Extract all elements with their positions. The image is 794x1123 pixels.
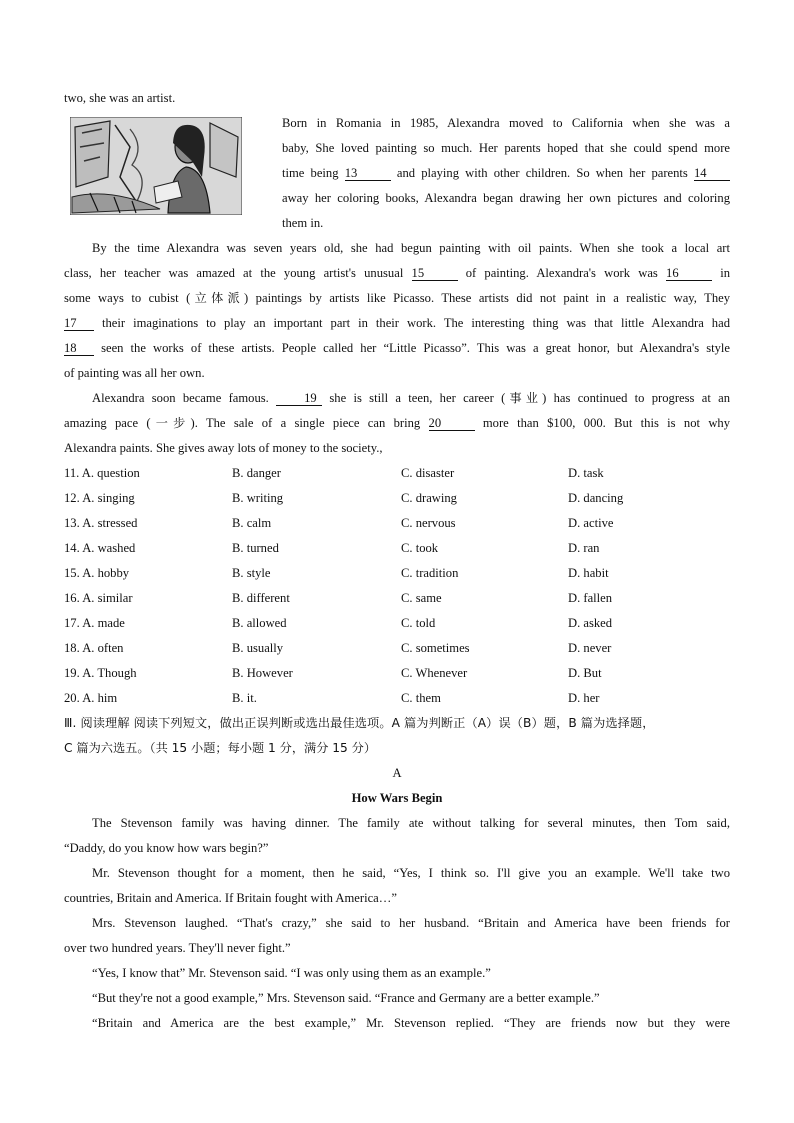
option-row <box>64 536 730 561</box>
p2-line-b: class, her teacher was amazed at the young artist's unusual 15 of painting. Alexandra's work was 16 in <box>64 266 730 280</box>
blank-14[interactable]: 14 <box>694 166 730 181</box>
section-3-heading: Ⅲ. 阅读理解 阅读下列短文，做出正误判断或选出最佳选项。A 篇为判断正（A）误（B）题，B 篇为选择题， <box>64 716 655 730</box>
worksheet-page <box>64 86 730 1036</box>
option-choice[interactable]: C. them <box>401 691 441 705</box>
option-choice[interactable]: D. fallen <box>568 591 613 605</box>
section-3-subheading: C 篇为六选五。（共 15 小题；每小题 1 分，满分 15 分） <box>64 741 377 755</box>
p2-line-d: 17 their imaginations to play an important part in their work. The interesting thing was that little Alexandra had <box>64 316 730 330</box>
reading-a-p1: The Stevenson family was having dinner. The family ate without talking for several minutes, then Tom said, <box>92 816 730 830</box>
reading-a-label: A <box>392 766 402 780</box>
option-row <box>64 661 730 686</box>
option-choice[interactable]: B. style <box>232 566 271 580</box>
blank-16[interactable]: 16 <box>666 266 712 281</box>
reading-a-p2b: countries, Britain and America. If Britain fought with America…” <box>64 891 397 905</box>
p1-line-c: time being 13 and playing with other children. So when her parents 14 <box>282 161 730 186</box>
p3-line-b: amazing pace (一步). The sale of a single piece can bring 20 more than $100, 000. But this is not why <box>64 416 730 430</box>
option-choice[interactable]: 12. A. singing <box>64 491 135 505</box>
option-choice[interactable]: D. ran <box>568 541 600 555</box>
blank-19[interactable]: 19 <box>276 391 322 406</box>
option-choice[interactable]: 16. A. similar <box>64 591 133 605</box>
option-choice[interactable]: B. allowed <box>232 616 287 630</box>
p1-line-b: baby, She loved painting so much. Her parents hoped that she could spend more <box>282 141 730 155</box>
option-row <box>64 611 730 636</box>
option-row <box>64 686 730 711</box>
blank-20[interactable]: 20 <box>429 416 475 431</box>
reading-a-p1b: “Daddy, do you know how wars begin?” <box>64 841 269 855</box>
option-choice[interactable]: D. never <box>568 641 612 655</box>
reading-a-title: How Wars Begin <box>351 791 443 805</box>
option-choice[interactable]: B. calm <box>232 516 272 530</box>
answer-options <box>64 461 730 711</box>
option-choice[interactable]: D. task <box>568 466 604 480</box>
option-choice[interactable]: C. took <box>401 541 439 555</box>
option-choice[interactable]: D. her <box>568 691 600 705</box>
option-choice[interactable]: 13. A. stressed <box>64 516 138 530</box>
option-choice[interactable]: 11. A. question <box>64 466 140 480</box>
blank-15[interactable]: 15 <box>412 266 458 281</box>
option-choice[interactable]: 20. A. him <box>64 691 118 705</box>
reading-a-p6: “Britain and America are the best example,” Mr. Stevenson replied. “They are friends now but they were <box>92 1016 730 1030</box>
option-choice[interactable]: C. disaster <box>401 466 455 480</box>
reading-a-p3: Mrs. Stevenson laughed. “That's crazy,” she said to her husband. “Britain and America have been friends for <box>92 916 730 930</box>
girl-painting-photo <box>70 117 242 215</box>
option-choice[interactable]: C. same <box>401 591 442 605</box>
paragraph-3 <box>64 386 730 461</box>
blank-17[interactable]: 17 <box>64 316 94 331</box>
option-row <box>64 511 730 536</box>
option-choice[interactable]: B. turned <box>232 541 279 555</box>
option-choice[interactable]: D. But <box>568 666 602 680</box>
option-choice[interactable]: B. different <box>232 591 290 605</box>
reading-a-p2: Mr. Stevenson thought for a moment, then he said, “Yes, I think so. I'll give you an example. We'll take two <box>92 866 730 880</box>
option-row <box>64 561 730 586</box>
p3-line-a: Alexandra soon became famous. 19 she is still a teen, her career (事业) has continued to progress at an <box>92 391 730 405</box>
p1-line-d: away her coloring books, Alexandra began drawing her own pictures and coloring <box>282 191 730 205</box>
p3-line-c: Alexandra paints. She gives away lots of money to the society., <box>64 441 383 455</box>
option-choice[interactable]: B. writing <box>232 491 284 505</box>
option-choice[interactable]: C. drawing <box>401 491 457 505</box>
option-choice[interactable]: 18. A. often <box>64 641 124 655</box>
p2-line-a: By the time Alexandra was seven years old, she had begun painting with oil paints. When she took a local art <box>92 241 730 255</box>
passage-top-line: two, she was an artist. <box>64 91 176 105</box>
p1-line-e: them in. <box>282 216 324 230</box>
reading-a-p5: “But they're not a good example,” Mrs. Stevenson said. “France and Germany are a better example.” <box>92 991 600 1005</box>
option-choice[interactable]: 17. A. made <box>64 616 125 630</box>
p1-line-a: Born in Romania in 1985, Alexandra moved to California when she was a <box>282 116 730 130</box>
option-choice[interactable]: B. it. <box>232 691 257 705</box>
option-row <box>64 486 730 511</box>
option-row <box>64 636 730 661</box>
p2-line-f: of painting was all her own. <box>64 366 205 380</box>
option-choice[interactable]: C. nervous <box>401 516 456 530</box>
option-choice[interactable]: 14. A. washed <box>64 541 136 555</box>
option-choice[interactable]: B. danger <box>232 466 281 480</box>
option-choice[interactable]: D. dancing <box>568 491 624 505</box>
option-choice[interactable]: D. asked <box>568 616 613 630</box>
option-choice[interactable]: D. habit <box>568 566 609 580</box>
paragraph-1 <box>64 111 730 236</box>
blank-13[interactable]: 13 <box>345 166 391 181</box>
option-choice[interactable]: C. sometimes <box>401 641 470 655</box>
p2-line-e: 18 seen the works of these artists. People called her “Little Picasso”. This was a great honor, but Alexandra's style <box>64 341 730 355</box>
option-choice[interactable]: C. Whenever <box>401 666 468 680</box>
option-choice[interactable]: C. tradition <box>401 566 459 580</box>
option-choice[interactable]: B. usually <box>232 641 284 655</box>
reading-a-p4: “Yes, I know that” Mr. Stevenson said. “I was only using them as an example.” <box>92 966 491 980</box>
option-row <box>64 461 730 486</box>
p2-line-c: some ways to cubist (立体派) paintings by artists like Picasso. These artists did not paint in a realistic way, They <box>64 291 730 305</box>
option-choice[interactable]: 15. A. hobby <box>64 566 130 580</box>
option-choice[interactable]: 19. A. Though <box>64 666 137 680</box>
option-row <box>64 586 730 611</box>
reading-a-p3b: over two hundred years. They'll never fight.” <box>64 941 291 955</box>
paragraph-2 <box>64 236 730 386</box>
option-choice[interactable]: B. However <box>232 666 293 680</box>
blank-18[interactable]: 18 <box>64 341 94 356</box>
option-choice[interactable]: C. told <box>401 616 436 630</box>
option-choice[interactable]: D. active <box>568 516 614 530</box>
